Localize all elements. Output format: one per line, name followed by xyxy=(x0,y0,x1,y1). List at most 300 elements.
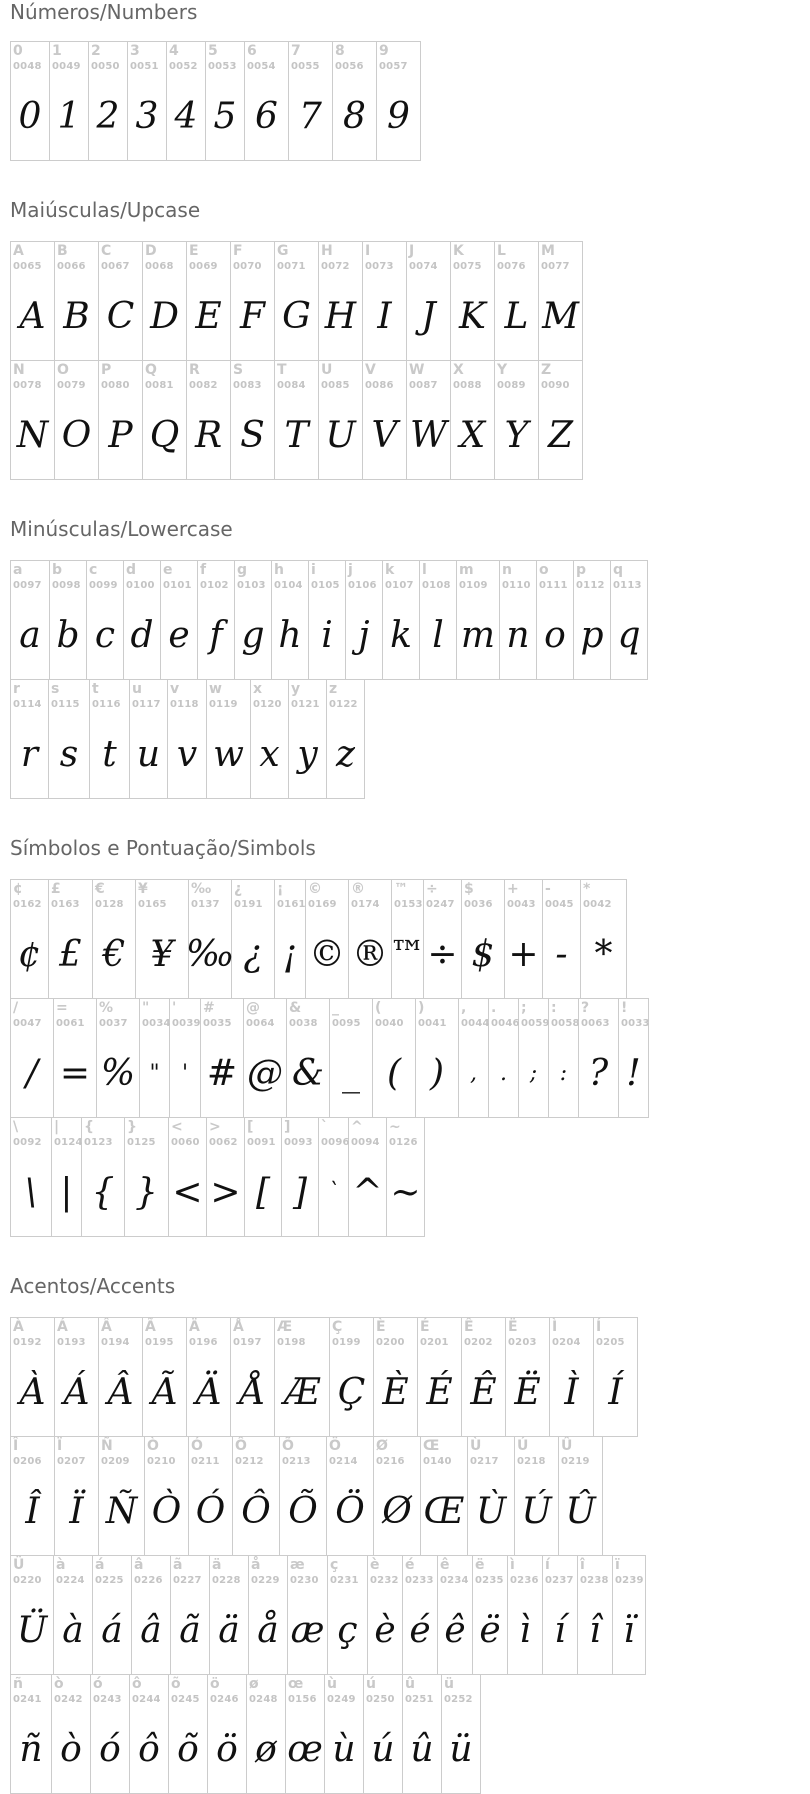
glyph-preview: Ó xyxy=(195,1490,226,1532)
glyph-code: 0211 xyxy=(191,1456,220,1467)
glyph-cell xyxy=(473,1556,508,1675)
glyph-code: 0112 xyxy=(576,580,605,591)
glyph-char-label: ù xyxy=(327,1676,337,1692)
glyph-code: 0251 xyxy=(405,1694,434,1705)
glyph-code: 0099 xyxy=(89,580,118,591)
glyph-preview: Ô xyxy=(241,1490,271,1532)
glyph-code: 0094 xyxy=(351,1137,380,1148)
glyph-char-label: + xyxy=(507,881,519,897)
glyph-preview: k xyxy=(390,614,412,656)
glyph-char-label: ë xyxy=(475,1557,485,1573)
glyph-cell xyxy=(52,1118,82,1237)
glyph-cell xyxy=(559,1437,603,1556)
glyph-cell xyxy=(537,561,574,680)
glyph-preview: ( xyxy=(386,1052,402,1094)
glyph-preview: 4 xyxy=(174,95,198,137)
glyph-preview: ä xyxy=(218,1609,240,1651)
glyph-preview: @ xyxy=(247,1052,283,1094)
glyph-preview: H xyxy=(324,295,357,337)
glyph-cell xyxy=(82,1118,125,1237)
glyph-cell xyxy=(11,242,55,361)
glyph-char-label: ‰ xyxy=(191,881,212,897)
glyph-cell xyxy=(99,242,143,361)
glyph-code: 0093 xyxy=(284,1137,313,1148)
glyph-code: 0079 xyxy=(57,380,86,391)
glyph-code: 0118 xyxy=(170,699,199,710)
glyph-code: 0156 xyxy=(288,1694,317,1705)
glyph-char-label: x xyxy=(253,681,263,697)
glyph-code: 0086 xyxy=(365,380,394,391)
glyph-code: 0073 xyxy=(365,261,394,272)
glyph-code: 0044 xyxy=(461,1018,490,1029)
glyph-cell xyxy=(11,1556,54,1675)
glyph-preview: # xyxy=(206,1052,238,1094)
glyph-code: 0230 xyxy=(290,1575,319,1586)
glyph-cell xyxy=(272,561,309,680)
glyph-char-label: Â xyxy=(101,1319,112,1335)
glyph-preview: G xyxy=(282,295,311,337)
glyph-preview: Ç xyxy=(337,1371,366,1413)
glyph-code: 0043 xyxy=(507,899,536,910)
glyph-char-label: æ xyxy=(290,1557,305,1573)
glyph-char-label: . xyxy=(491,1000,497,1016)
glyph-cell xyxy=(327,680,365,799)
glyph-char-label: ö xyxy=(210,1676,220,1692)
glyph-preview: ? xyxy=(588,1052,609,1094)
glyph-cell xyxy=(136,880,189,999)
glyph-char-label: Ç xyxy=(332,1319,343,1335)
glyph-char-label: @ xyxy=(246,1000,260,1016)
glyph-cell xyxy=(50,42,89,161)
glyph-cell xyxy=(377,42,421,161)
glyph-code: 0100 xyxy=(126,580,155,591)
glyph-code: 0045 xyxy=(545,899,574,910)
glyph-preview: h xyxy=(278,614,302,656)
glyph-char-label: o xyxy=(539,562,549,578)
glyph-char-label: £ xyxy=(51,881,61,897)
glyph-cell xyxy=(55,361,99,480)
glyph-code: 0119 xyxy=(209,699,238,710)
glyph-preview: y xyxy=(297,733,318,775)
glyph-row xyxy=(10,1436,603,1556)
glyph-cell xyxy=(168,680,207,799)
glyph-cell xyxy=(325,1675,364,1794)
glyph-preview: " xyxy=(149,1060,160,1086)
glyph-char-label: C xyxy=(101,243,112,259)
glyph-preview: Ã xyxy=(151,1371,178,1413)
glyph-code: 0105 xyxy=(311,580,340,591)
glyph-code: 0081 xyxy=(145,380,174,391)
glyph-char-label: ) xyxy=(418,1000,425,1016)
glyph-preview: + xyxy=(508,933,539,975)
glyph-code: 0063 xyxy=(581,1018,610,1029)
glyph-char-label: $ xyxy=(464,881,474,897)
glyph-cell xyxy=(11,42,50,161)
glyph-preview: J xyxy=(421,295,436,337)
glyph-cell xyxy=(495,242,539,361)
glyph-code: 0214 xyxy=(329,1456,358,1467)
glyph-cell xyxy=(282,1118,319,1237)
glyph-cell xyxy=(231,1318,275,1437)
glyph-code: 0110 xyxy=(502,580,531,591)
glyph-char-label: / xyxy=(13,1000,19,1016)
glyph-char-label: 1 xyxy=(52,43,62,59)
glyph-code: 0095 xyxy=(332,1018,361,1029)
glyph-char-label: S xyxy=(233,362,244,378)
glyph-preview: g xyxy=(241,614,265,656)
glyph-char-label: Õ xyxy=(282,1438,294,1454)
glyph-char-label: O xyxy=(57,362,69,378)
glyph-preview: û xyxy=(410,1728,434,1770)
glyph-char-label: p xyxy=(576,562,587,578)
glyph-code: 0199 xyxy=(332,1337,361,1348)
glyph-cell xyxy=(543,1556,578,1675)
glyph-preview: Ù xyxy=(475,1490,507,1532)
glyph-code: 0117 xyxy=(132,699,161,710)
glyph-char-label: ã xyxy=(173,1557,183,1573)
glyph-cell xyxy=(49,880,93,999)
glyph-char-label: [ xyxy=(247,1119,254,1135)
glyph-code: 0083 xyxy=(233,380,262,391)
glyph-cell xyxy=(54,999,97,1118)
glyph-cell xyxy=(288,1556,328,1675)
glyph-char-label: 0 xyxy=(13,43,23,59)
glyph-cell xyxy=(128,42,167,161)
glyph-code: 0200 xyxy=(376,1337,405,1348)
glyph-preview: R xyxy=(194,414,223,456)
glyph-char-label: | xyxy=(54,1119,60,1135)
glyph-code: 0040 xyxy=(375,1018,404,1029)
glyph-code: 0098 xyxy=(52,580,81,591)
glyph-char-label: n xyxy=(502,562,512,578)
glyph-preview: Ì xyxy=(564,1371,579,1413)
glyph-cell xyxy=(206,42,245,161)
glyph-preview: r xyxy=(20,733,39,775)
glyph-code: 0194 xyxy=(101,1337,130,1348)
glyph-char-label: ¡ xyxy=(277,881,284,897)
glyph-code: 0061 xyxy=(56,1018,85,1029)
glyph-code: 0039 xyxy=(172,1018,201,1029)
glyph-code: 0074 xyxy=(409,261,438,272)
glyph-code: 0191 xyxy=(234,899,263,910)
glyph-cell xyxy=(309,561,346,680)
glyph-preview: z xyxy=(336,733,355,775)
glyph-preview: W xyxy=(409,414,447,456)
glyph-preview: 8 xyxy=(343,95,366,137)
glyph-cell xyxy=(407,242,451,361)
glyph-cell xyxy=(275,880,306,999)
glyph-cell xyxy=(55,1318,99,1437)
glyph-char-label: ~ xyxy=(389,1119,401,1135)
glyph-code: 0087 xyxy=(409,380,438,391)
glyph-char-label: 9 xyxy=(379,43,389,59)
glyph-cell xyxy=(231,242,275,361)
glyph-preview: d xyxy=(130,614,154,656)
glyph-code: 0196 xyxy=(189,1337,218,1348)
glyph-code: 0055 xyxy=(291,61,320,72)
glyph-preview: c xyxy=(94,614,116,656)
glyph-char-label: Ô xyxy=(235,1438,247,1454)
glyph-cell xyxy=(407,361,451,480)
glyph-code: 0065 xyxy=(13,261,42,272)
glyph-code: 0235 xyxy=(475,1575,504,1586)
glyph-char-label: P xyxy=(101,362,112,378)
glyph-char-label: î xyxy=(580,1557,585,1573)
glyph-char-label: ê xyxy=(440,1557,450,1573)
glyph-preview: N xyxy=(16,414,49,456)
glyph-char-label: h xyxy=(274,562,284,578)
glyph-code: 0084 xyxy=(277,380,306,391)
glyph-preview: ; xyxy=(529,1060,538,1086)
glyph-preview: ` xyxy=(328,1179,339,1205)
glyph-preview: Ò xyxy=(151,1490,182,1532)
glyph-cell xyxy=(52,1675,91,1794)
glyph-code: 0111 xyxy=(539,580,568,591)
glyph-char-label: B xyxy=(57,243,68,259)
glyph-preview: . xyxy=(500,1060,507,1086)
glyph-cell xyxy=(140,999,170,1118)
glyph-char-label: L xyxy=(497,243,506,259)
glyph-cell xyxy=(171,1556,210,1675)
glyph-code: 0126 xyxy=(389,1137,418,1148)
glyph-preview: ) xyxy=(429,1052,445,1094)
glyph-char-label: N xyxy=(13,362,25,378)
glyph-char-label: Î xyxy=(13,1438,19,1454)
glyph-char-label: Ä xyxy=(189,1319,200,1335)
glyph-preview: / xyxy=(25,1052,39,1094)
glyph-cell xyxy=(170,999,201,1118)
glyph-code: 0113 xyxy=(613,580,642,591)
glyph-char-label: W xyxy=(409,362,425,378)
glyph-char-label: m xyxy=(459,562,474,578)
glyph-preview: x xyxy=(259,733,280,775)
glyph-cell xyxy=(459,999,489,1118)
glyph-char-label: J xyxy=(409,243,415,259)
glyph-code: 0193 xyxy=(57,1337,86,1348)
glyph-char-label: w xyxy=(209,681,222,697)
glyph-code: 0106 xyxy=(348,580,377,591)
glyph-cell xyxy=(327,1437,374,1556)
glyph-preview: Ú xyxy=(521,1490,552,1532)
glyph-char-label: Ö xyxy=(329,1438,341,1454)
glyph-cell xyxy=(389,880,426,999)
glyph-code: 0165 xyxy=(138,899,167,910)
glyph-code: 0234 xyxy=(440,1575,469,1586)
glyph-cell xyxy=(289,42,333,161)
glyph-char-label: á xyxy=(95,1557,105,1573)
glyph-code: 0250 xyxy=(366,1694,395,1705)
glyph-char-label: < xyxy=(171,1119,183,1135)
glyph-preview: 9 xyxy=(387,95,410,137)
glyph-code: 0232 xyxy=(370,1575,399,1586)
glyph-preview: l xyxy=(432,614,444,656)
glyph-code: 0247 xyxy=(426,899,455,910)
glyph-preview: á xyxy=(101,1609,123,1651)
glyph-preview: Œ xyxy=(423,1490,465,1532)
glyph-code: 0207 xyxy=(57,1456,86,1467)
glyph-code: 0169 xyxy=(308,899,337,910)
glyph-preview: À xyxy=(19,1371,46,1413)
glyph-cell xyxy=(275,1318,330,1437)
glyph-cell xyxy=(245,1118,282,1237)
glyph-cell xyxy=(187,242,231,361)
glyph-code: 0054 xyxy=(247,61,276,72)
glyph-cell xyxy=(11,999,54,1118)
glyph-row xyxy=(10,241,583,361)
glyph-preview: O xyxy=(61,414,92,456)
glyph-preview: ô xyxy=(138,1728,160,1770)
glyph-cell xyxy=(550,1318,594,1437)
glyph-char-label: , xyxy=(461,1000,467,1016)
glyph-code: 0060 xyxy=(171,1137,200,1148)
glyph-code: 0248 xyxy=(249,1694,278,1705)
glyph-preview: Â xyxy=(107,1371,134,1413)
glyph-cell xyxy=(169,1675,208,1794)
glyph-code: 0068 xyxy=(145,261,174,272)
glyph-code: 0153 xyxy=(394,899,423,910)
glyph-cell xyxy=(579,999,619,1118)
glyph-char-label: ™ xyxy=(394,881,408,897)
glyph-cell xyxy=(208,1675,247,1794)
glyph-char-label: K xyxy=(453,243,464,259)
glyph-preview: 2 xyxy=(96,95,120,137)
glyph-code: 0078 xyxy=(13,380,42,391)
glyph-preview: © xyxy=(309,933,345,975)
glyph-char-label: Ë xyxy=(508,1319,518,1335)
section-title-upcase: Maiúsculas/Upcase xyxy=(10,198,201,222)
glyph-cell xyxy=(207,1118,245,1237)
glyph-char-label: ò xyxy=(54,1676,64,1692)
section-title-accents: Acentos/Accents xyxy=(10,1274,176,1298)
glyph-cell xyxy=(549,999,579,1118)
glyph-char-label: Í xyxy=(596,1319,602,1335)
glyph-cell xyxy=(11,1675,52,1794)
glyph-cell xyxy=(519,999,549,1118)
glyph-char-label: Ñ xyxy=(101,1438,113,1454)
glyph-preview: F xyxy=(240,295,265,337)
glyph-cell xyxy=(438,1556,473,1675)
glyph-char-label: Ã xyxy=(145,1319,156,1335)
glyph-preview: Ö xyxy=(335,1490,365,1532)
glyph-char-label: k xyxy=(385,562,395,578)
glyph-cell xyxy=(403,1556,438,1675)
glyph-code: 0077 xyxy=(541,261,570,272)
glyph-preview: _ xyxy=(342,1052,360,1094)
glyph-cell xyxy=(235,561,272,680)
glyph-code: 0236 xyxy=(510,1575,539,1586)
glyph-cell xyxy=(368,1556,403,1675)
glyph-cell xyxy=(515,1437,559,1556)
glyph-code: 0163 xyxy=(51,899,80,910)
glyph-cell xyxy=(97,999,140,1118)
glyph-preview: A xyxy=(19,295,46,337)
glyph-code: 0053 xyxy=(208,61,237,72)
glyph-char-label: ó xyxy=(93,1676,103,1692)
glyph-cell xyxy=(143,361,187,480)
glyph-cell xyxy=(333,42,377,161)
glyph-row xyxy=(10,360,583,480)
glyph-cell xyxy=(462,880,505,999)
glyph-code: 0220 xyxy=(13,1575,42,1586)
glyph-preview: i xyxy=(321,614,333,656)
glyph-preview: o xyxy=(544,614,566,656)
glyph-char-label: I xyxy=(365,243,371,259)
glyph-cell xyxy=(91,1675,130,1794)
glyph-char-label: ú xyxy=(366,1676,376,1692)
glyph-char-label: Y xyxy=(497,362,508,378)
glyph-code: 0049 xyxy=(52,61,81,72)
glyph-char-label: { xyxy=(84,1119,94,1135)
glyph-char-label: j xyxy=(348,562,353,578)
glyph-preview: ï xyxy=(623,1609,635,1651)
glyph-preview: t xyxy=(102,733,117,775)
glyph-char-label: Q xyxy=(145,362,157,378)
glyph-char-label: ç xyxy=(330,1557,339,1573)
glyph-preview: & xyxy=(291,1052,325,1094)
glyph-preview: I xyxy=(377,295,392,337)
glyph-cell xyxy=(287,999,330,1118)
glyph-code: 0114 xyxy=(13,699,42,710)
glyph-char-label: U xyxy=(321,362,333,378)
glyph-code: 0092 xyxy=(13,1137,42,1148)
glyph-cell xyxy=(11,361,55,480)
glyph-code: 0075 xyxy=(453,261,482,272)
glyph-preview: n xyxy=(506,614,530,656)
glyph-char-label: u xyxy=(132,681,142,697)
glyph-cell xyxy=(93,1556,132,1675)
glyph-char-label: D xyxy=(145,243,157,259)
glyph-preview: Ï xyxy=(69,1490,84,1532)
glyph-preview: 0 xyxy=(18,95,42,137)
glyph-preview: Í xyxy=(608,1371,623,1413)
glyph-cell xyxy=(539,242,583,361)
glyph-code: 0233 xyxy=(405,1575,434,1586)
glyph-code: 0115 xyxy=(51,699,80,710)
glyph-preview: q xyxy=(617,614,641,656)
glyph-char-label: # xyxy=(203,1000,215,1016)
glyph-preview: î xyxy=(589,1609,601,1651)
glyph-char-label: Ò xyxy=(147,1438,159,1454)
glyph-preview: U xyxy=(325,414,356,456)
glyph-code: 0224 xyxy=(56,1575,85,1586)
glyph-cell xyxy=(143,1318,187,1437)
glyph-cell xyxy=(383,561,420,680)
glyph-code: 0120 xyxy=(253,699,282,710)
glyph-preview: P xyxy=(108,414,133,456)
glyph-code: 0203 xyxy=(508,1337,537,1348)
glyph-char-label: € xyxy=(95,881,105,897)
glyph-cell xyxy=(328,1556,368,1675)
glyph-char-label: ® xyxy=(351,881,365,897)
glyph-preview: K xyxy=(459,295,486,337)
glyph-cell xyxy=(187,1318,231,1437)
glyph-code: 0244 xyxy=(132,1694,161,1705)
glyph-cell xyxy=(451,242,495,361)
glyph-code: 0097 xyxy=(13,580,42,591)
glyph-cell xyxy=(420,561,457,680)
glyph-preview: T xyxy=(284,414,309,456)
glyph-char-label: À xyxy=(13,1319,24,1335)
glyph-cell xyxy=(275,242,319,361)
glyph-preview: í xyxy=(554,1609,566,1651)
glyph-cell xyxy=(201,999,244,1118)
glyph-cell xyxy=(611,561,648,680)
glyph-preview: v xyxy=(176,733,198,775)
glyph-char-label: Z xyxy=(541,362,552,378)
glyph-char-label: 2 xyxy=(91,43,101,59)
glyph-code: 0035 xyxy=(203,1018,232,1029)
glyph-cell xyxy=(125,1118,169,1237)
